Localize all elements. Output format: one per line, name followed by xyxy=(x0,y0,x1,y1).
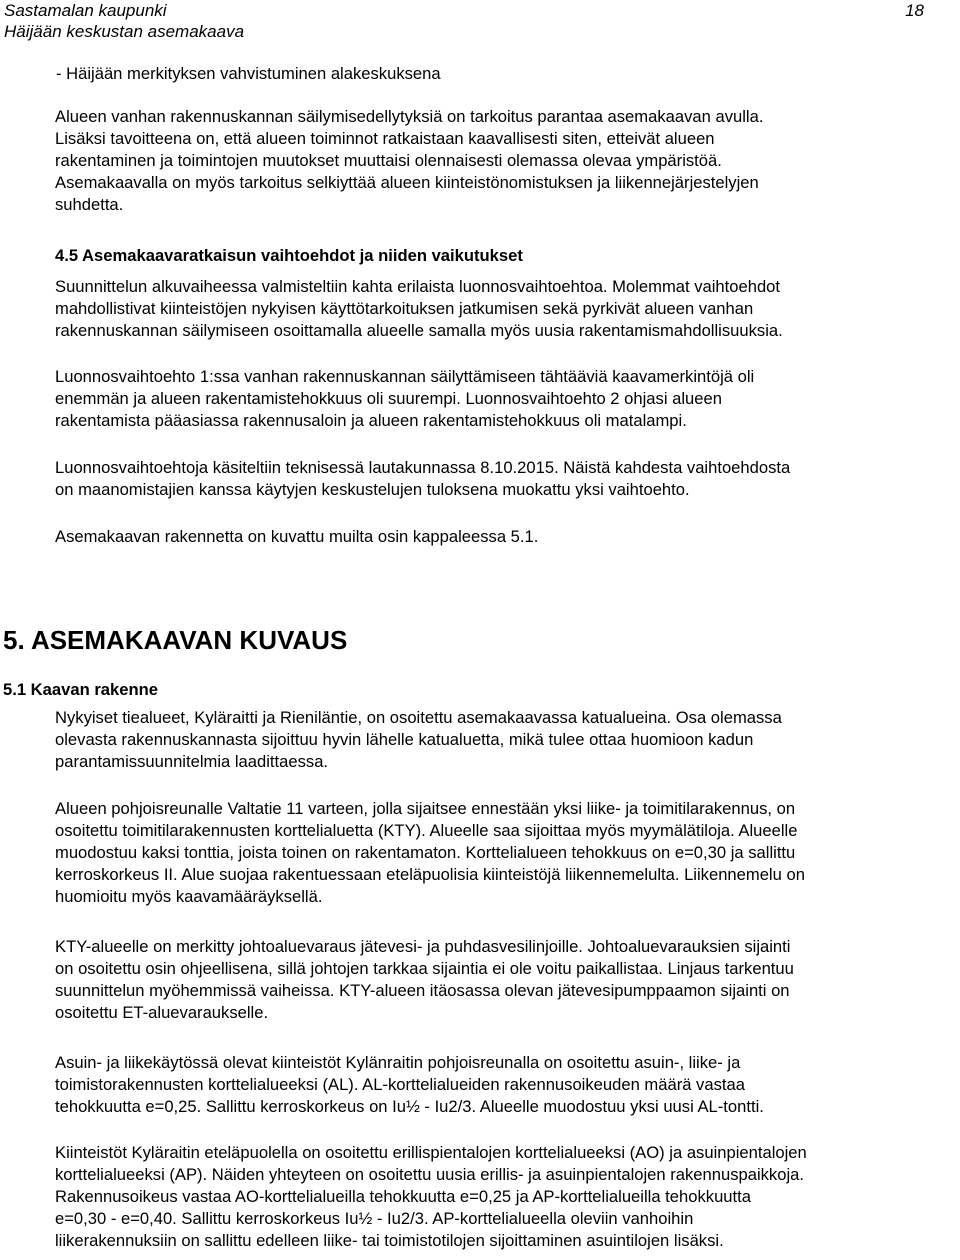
text-line: rakentaminen ja toimintojen muutokset muuttaisi olennaisesti olemassa olevaa ympäristöä. xyxy=(55,151,722,170)
text-line: huomioitu myös kaavamääräyksellä. xyxy=(55,887,323,906)
text-line: olevasta rakennuskannasta sijoittuu hyvin lähelle katualuetta, mikä tulee ottaa huomioon kadun xyxy=(55,730,754,749)
section-5-1-paragraph-4 xyxy=(55,1052,764,1118)
text-line: on maanomistajien kanssa käytyjen keskustelujen tuloksena muokattu yksi vaihtoehto. xyxy=(55,480,690,499)
text-line: enemmän ja alueen rakentamistehokkuus oli suurempi. Luonnosvaihtoehto 2 ohjasi alueen xyxy=(55,389,722,408)
section-4-5-paragraph-1 xyxy=(55,276,783,342)
plan-name: Häijään keskustan asemakaava xyxy=(4,22,245,41)
section-4-5-paragraph-3 xyxy=(55,457,790,501)
text-line: Luonnosvaihtoehtoja käsiteltiin teknisessä lautakunnassa 8.10.2015. Näistä kahdesta vaihtoehdosta xyxy=(55,458,791,477)
intro-bullet: - Häijään merkityksen vahvistuminen alakeskuksena xyxy=(56,64,441,83)
text-line: Kiinteistöt Kyläraitin eteläpuolella on osoitettu erillispientalojen korttelialueeksi (AO) ja asuinpientalojen xyxy=(55,1143,807,1162)
text-line: Suunnittelun alkuvaiheessa valmisteltiin kahta erilaista luonnosvaihtoehtoa. Molemmat vaihtoehdot xyxy=(55,277,781,296)
section-5-1-paragraph-3 xyxy=(55,936,794,1024)
text-line: liikerakennuksiin on sallittu edelleen liike- tai toimistotilojen sijoittaminen asuintilojen lisäksi. xyxy=(55,1231,724,1250)
text-line: rakennuskannan säilymiseen osoittamalla alueelle samalla myös uusia rakentamismahdollisuuksia. xyxy=(55,321,783,340)
text-line: parantamissuunnitelmia laadittaessa. xyxy=(55,752,329,771)
section-5-1-heading: 5.1 Kaavan rakenne xyxy=(3,680,158,699)
text-line: korttelialueeksi (AP). Näiden yhteyteen on osoitettu uusia erillis- ja asuinpientalojen rakennuspaikkoja. xyxy=(55,1165,804,1184)
text-line: Lisäksi tavoitteena on, että alueen toiminnot ratkaistaan kaavallisesti siten, etteivät alueen xyxy=(55,129,715,148)
text-line: Asemakaavalla on myös tarkoitus selkiyttää alueen kiinteistönomistuksen ja liikennejärjestelyjen xyxy=(55,173,759,192)
section-5-1-paragraph-2 xyxy=(55,798,805,908)
page-number: 18 xyxy=(905,1,924,20)
organization-name: Sastamalan kaupunki xyxy=(4,1,167,20)
section-5-heading: 5. ASEMAKAAVAN KUVAUS xyxy=(3,625,348,655)
page-header xyxy=(4,0,924,42)
text-line: Asemakaavan rakennetta on kuvattu muilta osin kappaleessa 5.1. xyxy=(55,527,539,546)
text-line: rakentamista pääasiassa rakennusaloin ja alueen rakentamistehokkuus oli matalampi. xyxy=(55,411,687,430)
text-line: kerroskorkeus II. Alue suojaa rakentuessaan eteläpuolisia kiinteistöjä liikennemelulta. Liikennemelu on xyxy=(55,865,805,884)
section-5-1-paragraph-1 xyxy=(55,707,782,773)
text-line: KTY-alueelle on merkitty johtoaluevaraus jätevesi- ja puhdasvesilinjoille. Johtoaluevarauksien sijainti xyxy=(55,937,791,956)
text-line: Asuin- ja liikekäytössä olevat kiinteistöt Kylänraitin pohjoisreunalla on osoitettu asuin-, liike- ja xyxy=(55,1053,741,1072)
text-line: toimistorakennusten korttelialueeksi (AL). AL-korttelialueiden rakennusoikeuden määrä vastaa xyxy=(55,1075,745,1094)
text-line: Nykyiset tiealueet, Kyläraitti ja Rieniläntie, on osoitettu asemakaavassa katualueina. Osa olemassa xyxy=(55,708,782,727)
text-line: muodostuu kaksi tonttia, joista toinen on rakentamaton. Korttelialueen tehokkuus on e=0,30 ja sallittu xyxy=(55,843,796,862)
text-line: mahdollistivat kiinteistöjen nykyisen käyttötarkoituksen jatkumisen sekä pyrkivät alueen vanhan xyxy=(55,299,754,318)
intro-paragraph xyxy=(55,106,763,216)
text-line: suunnittelun myöhemmissä vaiheissa. KTY-alueen itäosassa olevan jätevesipumppaamon sijainti on xyxy=(55,981,790,1000)
text-line: Alueen pohjoisreunalle Valtatie 11 varteen, jolla sijaitsee ennestään yksi liike- ja toimitilarakennus, on xyxy=(55,799,796,818)
text-line: Luonnosvaihtoehto 1:ssa vanhan rakennuskannan säilyttämiseen tähtääviä kaavamerkintöjä oli xyxy=(55,367,755,386)
section-4-5-heading: 4.5 Asemakaavaratkaisun vaihtoehdot ja niiden vaikutukset xyxy=(55,246,523,265)
text-line: suhdetta. xyxy=(55,195,124,214)
section-4-5-paragraph-2 xyxy=(55,366,754,432)
section-4-5-paragraph-4 xyxy=(55,526,538,548)
section-5-1-paragraph-5 xyxy=(55,1142,807,1252)
text-line: osoitettu toimitilarakennusten korttelialuetta (KTY). Alueelle saa sijoittaa myös myymälätiloja. Alueelle xyxy=(55,821,798,840)
text-line: Alueen vanhan rakennuskannan säilymisedellytyksiä on tarkoitus parantaa asemakaavan avulla. xyxy=(55,107,764,126)
text-line: osoitettu ET-aluevaraukselle. xyxy=(55,1003,269,1022)
text-line: Rakennusoikeus vastaa AO-korttelialueilla tehokkuutta e=0,25 ja AP-korttelialueilla tehokkuutta xyxy=(55,1187,751,1206)
text-line: tehokkuutta e=0,25. Sallittu kerroskorkeus on Iu½ - Iu2/3. Alueelle muodostuu yksi uusi AL-tontti. xyxy=(55,1097,764,1116)
text-line: on osoitettu osin ohjeellisena, sillä johtojen tarkkaa sijaintia ei ole voitu paikallistaa. Linjaus tarkentuu xyxy=(55,959,794,978)
text-line: e=0,30 - e=0,40. Sallittu kerroskorkeus Iu½ - Iu2/3. AP-korttelialueella oleviin vanhoihin xyxy=(55,1209,694,1228)
